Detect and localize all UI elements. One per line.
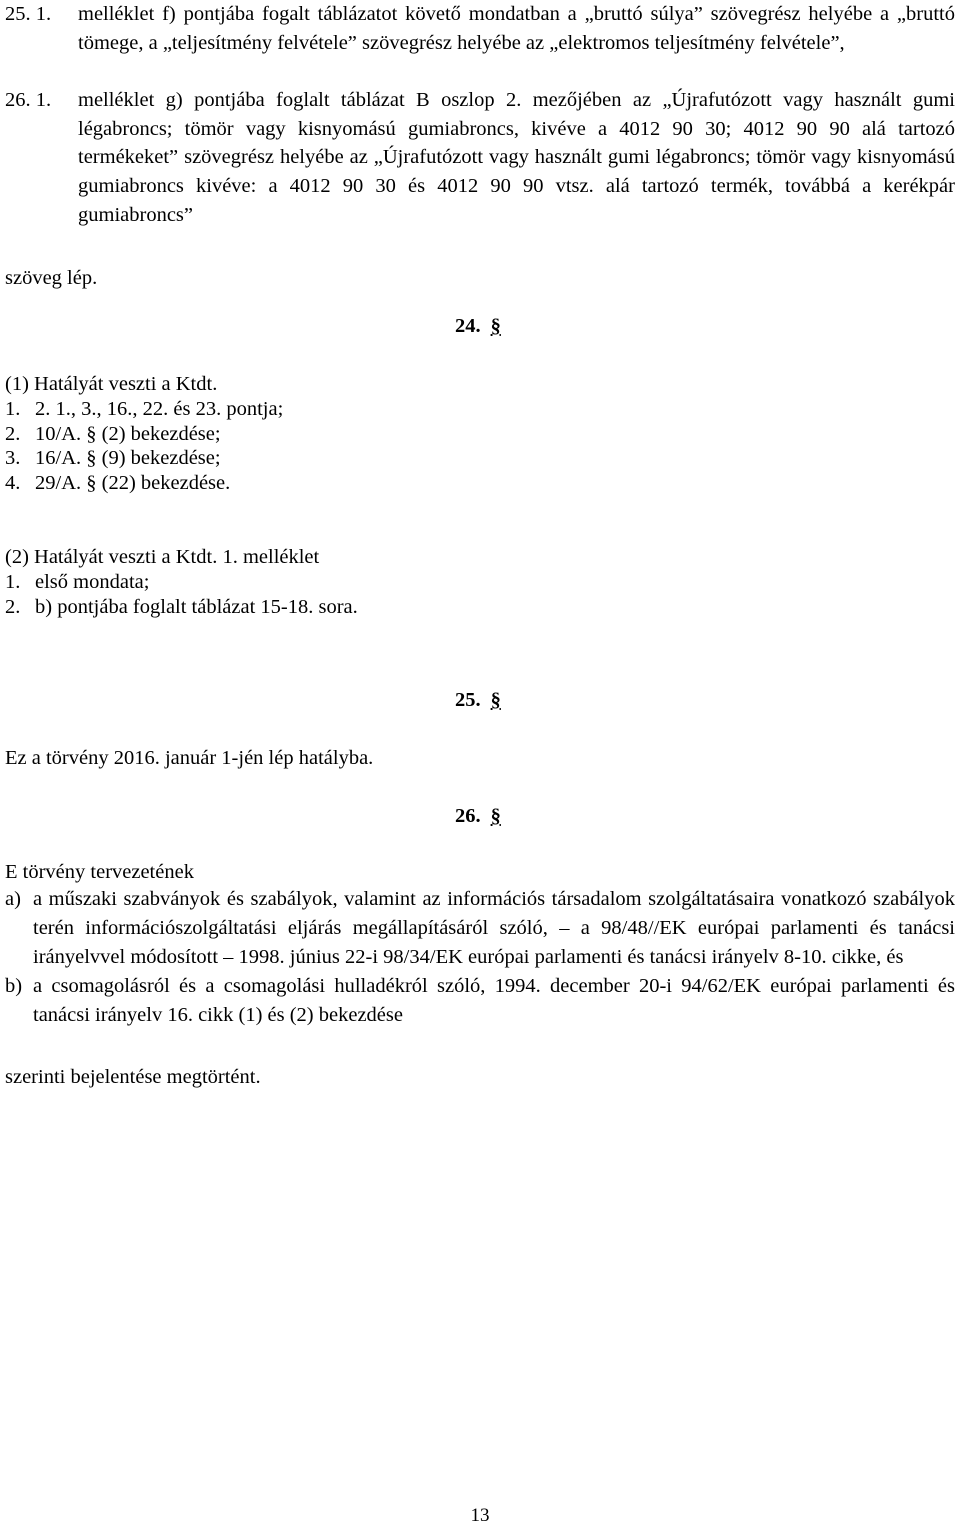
list-item-number: 4.: [5, 471, 21, 494]
list-item-text: 2. 1., 3., 16., 22. és 23. pontja;: [35, 398, 284, 420]
list-item-number: 2.: [5, 422, 21, 445]
section-number: 25.: [455, 689, 481, 711]
list-item-number: 1.: [5, 398, 21, 420]
amendment-number: 26. 1.: [5, 89, 52, 111]
replacement-closing: szöveg lép.: [5, 267, 98, 289]
item-label: a): [5, 888, 21, 910]
notice-item-b: [5, 972, 955, 1030]
section-25-heading: [455, 688, 501, 712]
amendment-text: melléklet f) pontjába fogalt táblázatot követő mondatban a „bruttó súlya” szövegrész helyébe a „bruttó tömege, a „teljesítmény felvétele” szövegrész helyébe az „elektromos teljesítmény felvétele”,: [78, 3, 955, 54]
effective-date-text: Ez a törvény 2016. január 1-jén lép hatályba.: [5, 747, 374, 769]
item-label: b): [5, 975, 23, 997]
section-number: 26.: [455, 805, 481, 827]
item-text: a csomagolásról és a csomagolási hulladékról szóló, 1994. december 20-i 94/62/EK európai parlamenti és tanácsi irányelv 16. cikk (1) és (2) bekezdése: [33, 975, 955, 1026]
section-24-heading: [455, 314, 501, 338]
paragraph-1-heading: (1) Hatályát veszti a Ktdt.: [5, 373, 218, 395]
list-item-text: b) pontjába foglalt táblázat 15-18. sora.: [35, 595, 358, 618]
list-item-number: 3.: [5, 447, 21, 470]
list-item-text: 16/A. § (9) bekezdése;: [35, 447, 221, 470]
list-item-text: 29/A. § (22) bekezdése.: [35, 471, 231, 494]
page-number: 13: [470, 1505, 490, 1526]
item-text: a műszaki szabványok és szabályok, valamint az információs társadalom szolgáltatásaira vonatkozó szabályok terén információszolgáltatási eljárás megállapításáról szóló, – a 98/48//EK európai parlamenti és tanácsi irányelvvel módosított – 1998. június 22-i 98/34/EK európai parlamenti és tanácsi irányelv 8-10. cikke, és: [33, 888, 955, 968]
amendment-26-1: [5, 86, 955, 230]
section-number: 24.: [455, 315, 481, 337]
list-item-number: 2.: [5, 595, 21, 618]
amendment-text: melléklet g) pontjába foglalt táblázat B oszlop 2. mezőjében az „Újrafutózott vagy használt gumi légabroncs; tömör vagy kisnyomású gumiabroncs, kivéve a 4012 90 30; 4012 90 90 alá tartozó termékeket” szövegrész helyébe az „Újrafutózott vagy használt gumi légabroncs; tömör vagy kisnyomású gumiabroncs kivéve: a 4012 90 30 és 4012 90 90 vtsz. alá tartozó termék, továbbá a kerékpár gumiabroncs”: [78, 89, 955, 226]
section-mark: §: [490, 315, 501, 337]
amendment-25-1: [5, 0, 955, 57]
list-item-number: 1.: [5, 571, 21, 593]
amendment-number: 25. 1.: [5, 3, 52, 25]
notice-items: [5, 885, 955, 1030]
section-mark: §: [490, 689, 501, 711]
section-mark: §: [490, 805, 501, 827]
notice-intro: E törvény tervezetének: [5, 861, 194, 883]
section-26-heading: [455, 804, 501, 828]
paragraph-2-heading: (2) Hatályát veszti a Ktdt. 1. melléklet: [5, 546, 320, 568]
notice-outro: szerinti bejelentése megtörtént.: [5, 1066, 261, 1088]
notice-item-a: [5, 885, 955, 972]
list-item-text: első mondata;: [35, 571, 150, 593]
list-item-text: 10/A. § (2) bekezdése;: [35, 422, 221, 445]
